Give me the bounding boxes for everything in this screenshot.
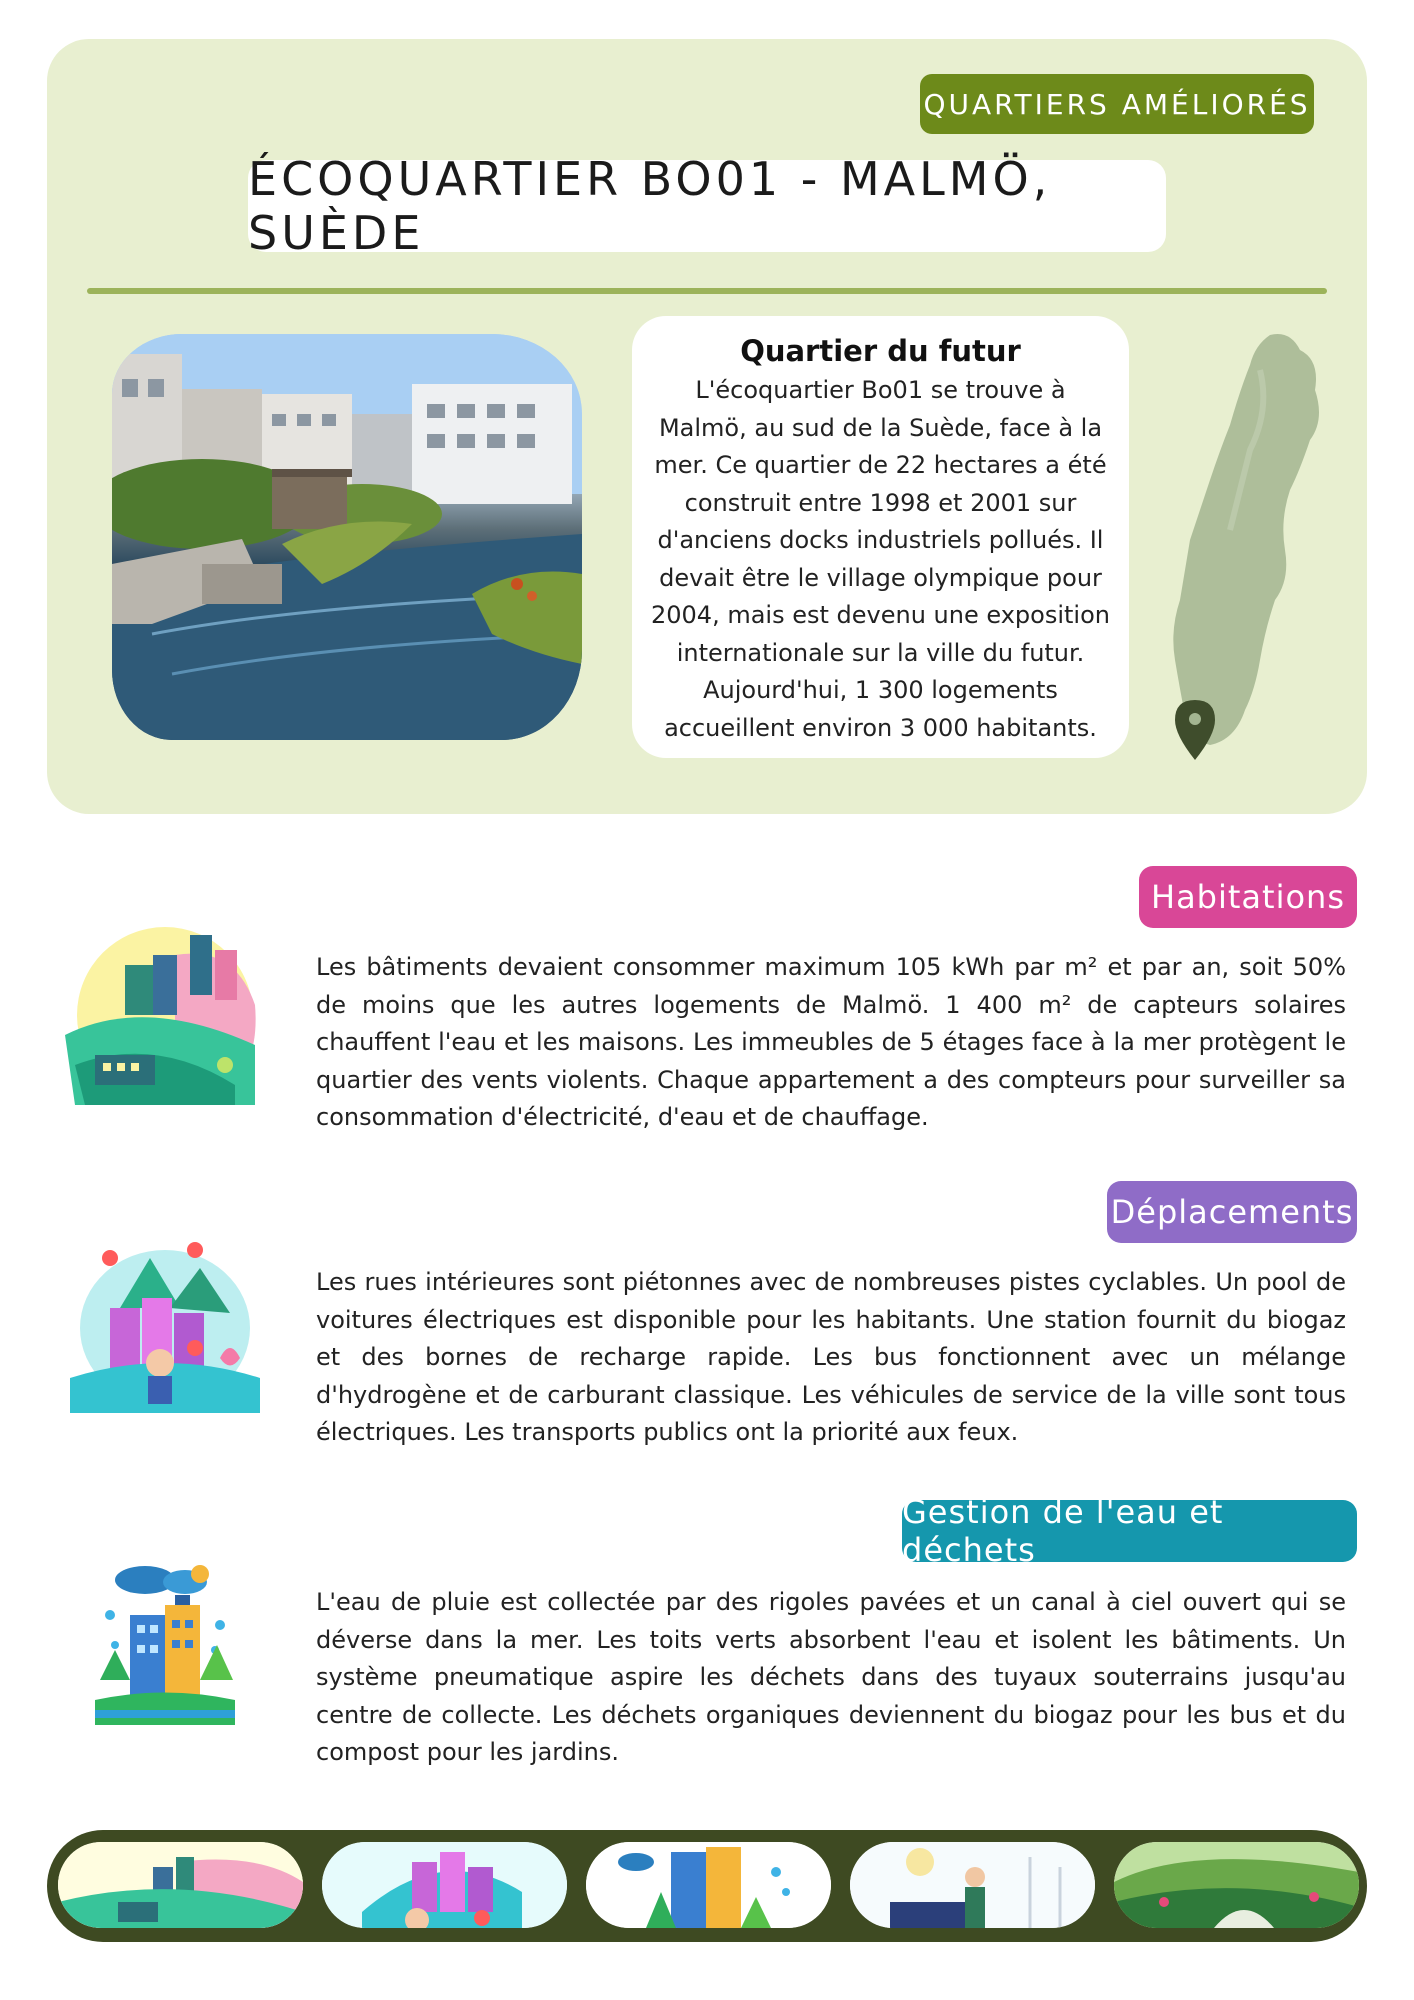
section-text-gestion-eau: L'eau de pluie est collectée par des rigoles pavées et un canal à ciel ouvert qui se déverse dans la mer. Les toits verts absorbent l'eau et isolent les bâtiments. Un système pneumatique aspire les déchets dans des tuyaux souterrains jusqu'au centre de collecte. Les déchets organiques deviennent du biogaz pour les bus et du compost pour les jardins. bbox=[316, 1588, 1346, 1766]
neighborhood-photo bbox=[112, 334, 582, 740]
section-text-habitations: Les bâtiments devaient consommer maximum 105 kWh par m² et par an, soit 50% de moins que les autres logements de Malmö. 1 400 m² de capteurs solaires chauffent l'eau et les maisons. Les immeubles de 5 étages face à la mer protègent le quartier des vents violents. Chaque appartement a des compteurs pour surveiller sa consommation d'électricité, d'eau et de chauffage. bbox=[316, 953, 1346, 1131]
divider bbox=[87, 288, 1327, 294]
page-title: ÉCOQUARTIER BO01 - MALMÖ, SUÈDE bbox=[248, 160, 1166, 252]
section-title-deplacements: Déplacements bbox=[1107, 1181, 1357, 1243]
water-building-illustration-icon bbox=[95, 1560, 235, 1725]
section-text-deplacements: Les rues intérieures sont piétonnes avec de nombreuses pistes cyclables. Un pool de voitures électriques est disponible pour les habitants. Une station fournit du biogaz et des bornes de recharge rapide. Les bus fonctionnent avec un mélange d'hydrogène et de carburant classique. Les véhicules de service de la ville sont tous électriques. Les transports publics ont la priorité aux feux. bbox=[316, 1268, 1346, 1446]
footer-transport-thumbnail bbox=[322, 1842, 567, 1928]
intro-text: L'écoquartier Bo01 se trouve à Malmö, au sud de la Suède, face à la mer. Ce quartier de 22 hectares a été construit entre 1998 et 2001 sur d'anciens docks industriels pollués. Il devait être le village olympique pour 2004, mais est devenu une exposition internationale sur la ville du futur. Aujourd'hui, 1 300 logements accueillent environ 3 000 habitants. bbox=[651, 376, 1110, 742]
footer-energy-thumbnail bbox=[850, 1842, 1095, 1928]
footer-water-thumbnail bbox=[586, 1842, 831, 1928]
location-pin-icon bbox=[1175, 700, 1215, 760]
intro-heading: Quartier du futur bbox=[740, 334, 1021, 368]
footer-housing-thumbnail bbox=[58, 1842, 303, 1928]
section-title-gestion-eau: Gestion de l'eau et déchets bbox=[902, 1500, 1357, 1562]
housing-illustration-icon bbox=[65, 915, 265, 1105]
transport-illustration-icon bbox=[70, 1238, 260, 1413]
intro-card bbox=[632, 316, 1129, 758]
category-tag: QUARTIERS AMÉLIORÉS bbox=[920, 74, 1314, 134]
section-title-habitations: Habitations bbox=[1139, 866, 1357, 928]
footer-nature-thumbnail bbox=[1114, 1842, 1359, 1928]
